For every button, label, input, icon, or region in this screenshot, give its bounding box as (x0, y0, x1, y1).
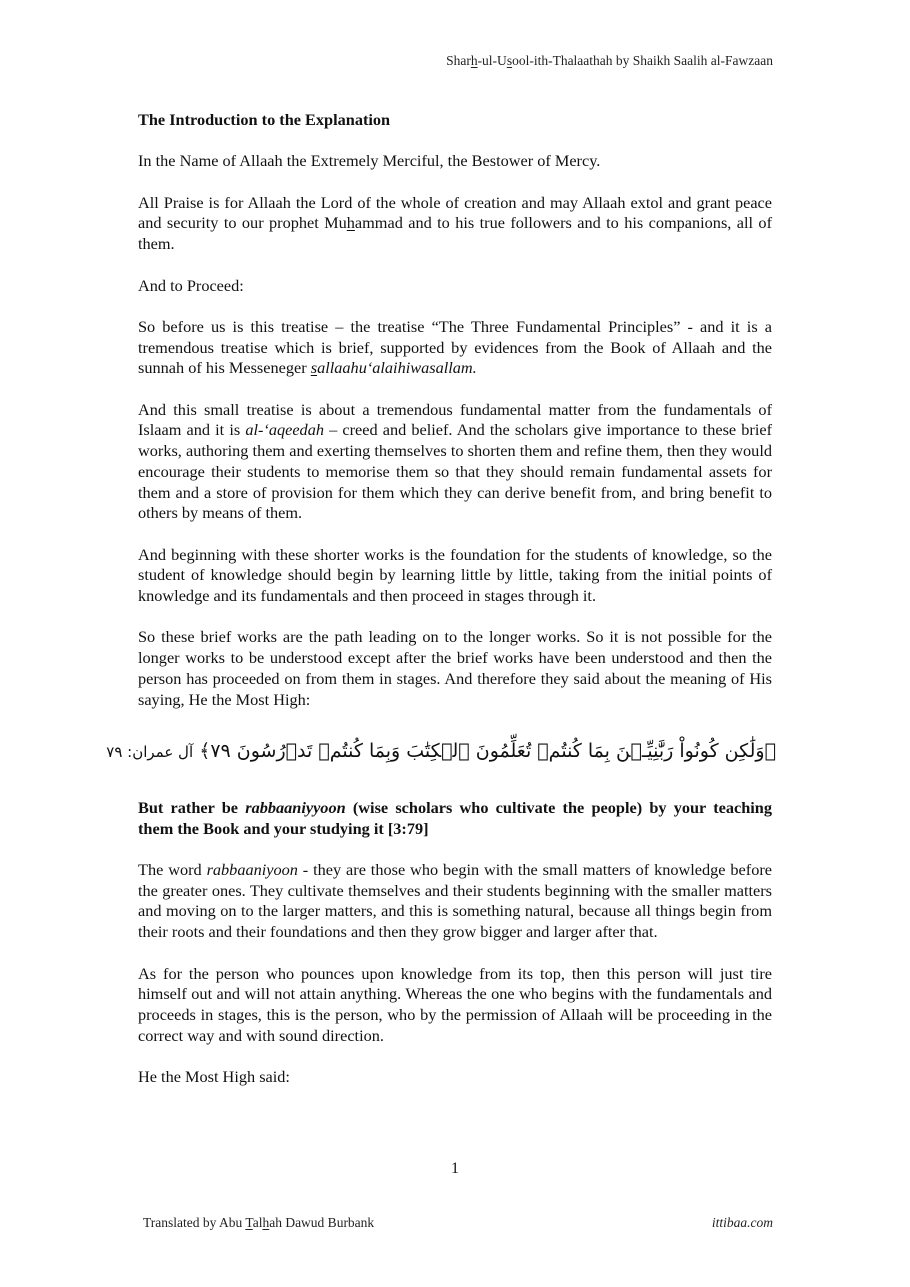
paragraph-treatise: So before us is this treatise – the treatise “The Three Fundamental Principles” - and it is a tremendous treatise which is brief, supported by evidences from the Book of Allaah and the sunnah of his Messeneger sallaahu‘alaihiwasallam. (138, 316, 772, 378)
header-text: -ul-U (477, 53, 507, 68)
page-number: 1 (451, 1160, 459, 1177)
header-text: s (506, 53, 513, 68)
paragraph-most-high-said: He the Most High said: (138, 1067, 290, 1087)
header-text: ool-ith-Thalaathah by Shaikh Saalih al-Fawzaan (512, 53, 773, 68)
paragraph-brief-works: So these brief works are the path leading on to the longer works. So it is not possible for the longer works to be understood except after the brief works have been understood and then the person has proceeded on from them in stages. And therefore they said about the meaning of His saying, He the Most High: (138, 627, 772, 709)
paragraph-shorter-works: And beginning with these shorter works is the foundation for the students of knowledge, so the student of knowledge should begin by learning little by little, taking from the initial points of knowledge and its fundamentals and then proceed in stages through it. (138, 544, 772, 606)
footer-translator: Translated by Abu Talhah Dawud Burbank (143, 1215, 375, 1230)
page-header (446, 53, 773, 69)
verse-reference: آل عمران: ٧٩ (106, 742, 194, 761)
verse-arabic: ﴿وَلَٰكِن كُونُواْ رَبَّٰنِيِّـۧنَ بِمَا كُنتُمۡ تُعَلِّمُونَ ٱلۡكِتَٰبَ وَبِمَا كُنتُمۡ تَدۡرُسُونَ ٧٩﴾ (199, 739, 776, 762)
header-text: h (470, 53, 478, 68)
header-text: Shar (446, 53, 471, 68)
paragraph-proceed: And to Proceed: (138, 275, 244, 295)
paragraph-small-treatise: And this small treatise is about a tremendous fundamental matter from the fundamentals of Islaam and it is al-‘aqeedah – creed and belief. And the scholars give importance to these brief works, authoring them and exerting themselves to shorten them and refine them, then they would encourage their students to memorise them so that they should remain fundamental assets for them and a store of provision for them which they can derive benefit from, and bring benefit to others by means of them. (138, 399, 772, 523)
footer-website: ittibaa.com (711, 1215, 773, 1230)
verse-translation: But rather be rabbaaniyyoon (wise scholars who cultivate the people) by your teaching them the Book and your studying it [3:79] (138, 797, 772, 838)
paragraph-basmala: In the Name of Allaah the Extremely Merciful, the Bestower of Mercy. (138, 151, 601, 171)
section-title: The Introduction to the Explanation (138, 110, 391, 129)
paragraph-pounces: As for the person who pounces upon knowledge from its top, then this person will just tire himself out and will not attain anything. Whereas the one who begins with the fundamentals and proceeds in stages, this is the person, who by the permission of Allaah will be proceeding in the correct way and with sound direction. (138, 963, 772, 1045)
document-body (106, 110, 776, 1108)
paragraph-rabbaaniyoon: The word rabbaaniyoon - they are those who begin with the small matters of knowledge before the greater ones. They cultivate themselves and their students beginning with the smaller matters and moving on to the larger matters, and this is something natural, because all things begin from their roots and their foundations and then they grow bigger and larger after that. (138, 860, 772, 942)
quran-verse (106, 731, 776, 772)
paragraph-praise: All Praise is for Allaah the Lord of the whole of creation and may Allaah extol and grant peace and security to our prophet Muhammad and to his true followers and to his companions, all of them. (138, 192, 772, 254)
